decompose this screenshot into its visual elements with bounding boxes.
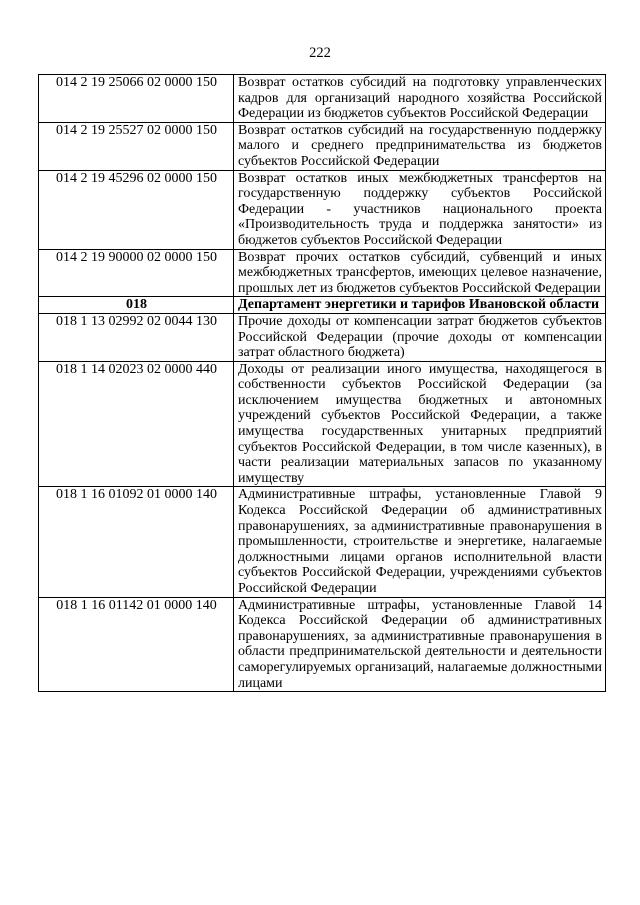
budget-code: 014 2 19 45296 02 0000 150 <box>39 170 234 249</box>
budget-code: 018 1 16 01092 01 0000 140 <box>39 487 234 597</box>
table-row <box>39 249 606 297</box>
income-description: Возврат остатков иных межбюджетных трансфертов на государственную поддержку субъектов Российской Федерации - участников национального проекта «Производительность труда и поддержка занятости» из бюджетов субъектов Российской Федерации <box>234 170 606 249</box>
budget-code: 018 1 14 02023 02 0000 440 <box>39 361 234 487</box>
administrator-name: Департамент энергетики и тарифов Ивановской области <box>234 297 606 314</box>
administrator-header-row <box>39 297 606 314</box>
income-description: Возврат прочих остатков субсидий, субвенций и иных межбюджетных трансфертов, имеющих целевое назначение, прошлых лет из бюджетов субъектов Российской Федерации <box>234 249 606 297</box>
budget-code: 014 2 19 25527 02 0000 150 <box>39 122 234 170</box>
income-description: Доходы от реализации иного имущества, находящегося в собственности субъектов Российской Федерации (за исключением имущества бюджетных и автономных учреждений субъектов Российской Федерации, а также имущества государственных унитарных предприятий субъектов Российской Федерации, в том числе казенных), в части реализации материальных запасов по указанному имуществу <box>234 361 606 487</box>
table-row <box>39 487 606 597</box>
administrator-code: 018 <box>39 297 234 314</box>
income-description: Административные штрафы, установленные Главой 9 Кодекса Российской Федерации об административных правонарушениях, за административные правонарушения в промышленности, строительстве и энергетике, налагаемые должностными лицами органов исполнительной власти субъектов Российской Федерации, учреждениями субъектов Российской Федерации <box>234 487 606 597</box>
budget-code: 018 1 16 01142 01 0000 140 <box>39 597 234 692</box>
income-description: Возврат остатков субсидий на государственную поддержку малого и среднего предпринимательства из бюджетов субъектов Российской Федерации <box>234 122 606 170</box>
income-description: Прочие доходы от компенсации затрат бюджетов субъектов Российской Федерации (прочие доходы от компенсации затрат областного бюджета) <box>234 313 606 361</box>
budget-codes-table <box>38 74 606 692</box>
page-number: 222 <box>309 45 331 61</box>
income-description: Возврат остатков субсидий на подготовку управленческих кадров для организаций народного хозяйства Российской Федерации из бюджетов субъектов Российской Федерации <box>234 75 606 123</box>
budget-code: 014 2 19 90000 02 0000 150 <box>39 249 234 297</box>
table-row <box>39 597 606 692</box>
table-row <box>39 170 606 249</box>
table-row <box>39 313 606 361</box>
table-row <box>39 122 606 170</box>
budget-code: 014 2 19 25066 02 0000 150 <box>39 75 234 123</box>
table-row <box>39 75 606 123</box>
income-description: Административные штрафы, установленные Главой 14 Кодекса Российской Федерации об административных правонарушениях, за административные правонарушения в области предпринимательской деятельности и деятельности саморегулируемых организаций, налагаемые должностными лицами <box>234 597 606 692</box>
table-row <box>39 361 606 487</box>
budget-code: 018 1 13 02992 02 0044 130 <box>39 313 234 361</box>
